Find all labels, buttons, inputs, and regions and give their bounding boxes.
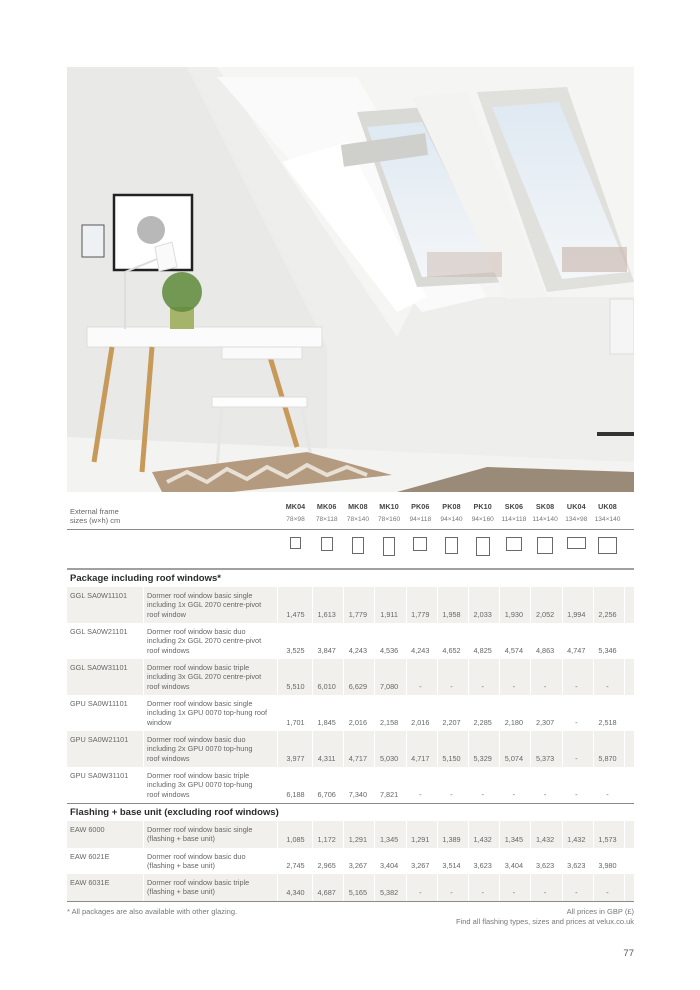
description-line: including 3x GGL 2070 centre-pivot [147, 672, 262, 682]
price-cell-pk06: 4,243 [411, 646, 430, 655]
price-cell-mk10: 4,536 [379, 646, 399, 655]
price-cell-mk06: 1,845 [317, 718, 336, 727]
price-cell-mk08: 4,243 [348, 646, 368, 655]
price-cell-uk04: 4,747 [567, 646, 586, 655]
price-cell-mk08: 6,629 [348, 682, 368, 691]
product-description [147, 627, 279, 655]
cell-divider [624, 821, 625, 848]
size-code-mk04: MK04 [285, 502, 306, 511]
frame-size-uk08: 134×140 [594, 516, 621, 523]
window-shape-icon [290, 537, 302, 549]
price-cell-pk06: 3,267 [411, 861, 430, 870]
price-cell-pk06: 1,291 [411, 834, 430, 844]
price-cell-pk08: 1,389 [442, 834, 461, 844]
cell-divider [624, 874, 625, 901]
window-shape-icon [352, 537, 364, 554]
description-line: including 2x GGL 2070 centre-pivot [147, 636, 262, 646]
frame-size-pk10: 94×160 [471, 516, 494, 523]
price-cell-mk04: 3,977 [286, 754, 305, 763]
frame-size-mk08: 78×140 [346, 516, 369, 523]
price-cell-mk08: 5,165 [348, 887, 368, 897]
description-line: Dormer roof window basic duo [147, 735, 246, 744]
price-cell-uk04: - [575, 790, 578, 799]
price-cell-sk08: 4,863 [535, 646, 555, 655]
cell-divider [624, 587, 625, 623]
attic-room-illustration [67, 67, 634, 492]
description-line: roof windows [147, 789, 190, 799]
window-shape-icon [506, 537, 522, 551]
size-code-pk10: PK10 [473, 502, 492, 511]
product-description [147, 699, 279, 727]
price-cell-mk10: 7,080 [379, 682, 399, 691]
product-code: GGL SA0W11101 [70, 591, 128, 600]
price-cell-uk04: - [575, 754, 578, 763]
price-cell-pk08: - [450, 790, 453, 799]
price-cell-mk08: 4,717 [348, 754, 368, 763]
description-line: Dormer roof window basic triple [147, 663, 250, 672]
cell-divider [143, 587, 144, 623]
price-cell-mk10: 2,158 [379, 718, 399, 727]
price-cell-pk10: 1,432 [473, 834, 492, 844]
cell-divider [143, 821, 144, 848]
window-shape-icon [537, 537, 553, 554]
frame-size-label [70, 507, 190, 525]
price-cell-sk08: 2,307 [535, 718, 555, 727]
table-row [67, 623, 634, 659]
price-cell-mk10: 5,382 [379, 887, 399, 897]
price-cell-pk08: 5,150 [442, 754, 461, 763]
price-cell-sk06: - [512, 790, 516, 799]
size-code-sk06: SK06 [504, 502, 524, 511]
description-line: (flashing + base unit) [147, 860, 215, 870]
description-line: including 2x GPU 0070 top-hung [147, 744, 253, 754]
description-line: Dormer roof window basic single [147, 825, 253, 834]
frame-size-pk08: 94×140 [440, 516, 463, 523]
price-cell-mk04: 2,745 [286, 861, 305, 870]
price-cell-pk08: 1,958 [442, 610, 461, 619]
table-row [67, 659, 634, 695]
price-cell-sk08: 2,052 [535, 610, 555, 619]
hero-photo [67, 67, 634, 492]
description-line: (flashing + base unit) [147, 887, 215, 897]
price-cell-sk06: - [512, 887, 516, 897]
product-code: GPU SA0W21101 [70, 735, 129, 744]
currency-note: All prices in GBP (£) [566, 907, 634, 916]
description-line: Dormer roof window basic single [147, 591, 253, 600]
price-cell-mk06: 3,847 [317, 646, 336, 655]
price-cell-mk10: 1,345 [379, 834, 399, 844]
section-title: Flashing + base unit (excluding roof windows) [70, 807, 279, 818]
window-shape-icon [567, 537, 586, 549]
size-code-uk04: UK04 [566, 502, 586, 511]
price-cell-mk06: 2,965 [317, 861, 336, 870]
cell-divider [624, 731, 625, 767]
price-cell-pk10: - [481, 682, 484, 691]
price-cell-mk08: 1,291 [348, 834, 368, 844]
frame-size-uk04: 134×98 [565, 516, 588, 523]
description-line: window [147, 717, 172, 727]
description-line: including 1x GGL 2070 centre-pivot [147, 600, 262, 610]
product-code: GPU SA0W31101 [70, 771, 129, 780]
product-description [147, 663, 279, 691]
description-line: including 3x GPU 0070 top-hung [147, 780, 253, 790]
frame-size-pk06: 94×118 [409, 516, 432, 523]
price-cell-mk04: 4,340 [286, 887, 305, 897]
price-cell-pk06: 1,779 [411, 610, 430, 619]
price-cell-mk08: 7,340 [348, 790, 368, 799]
size-code-mk10: MK10 [379, 502, 399, 511]
table-section [67, 570, 634, 804]
size-code-pk08: PK08 [442, 502, 461, 511]
table-row [67, 848, 634, 875]
product-description [147, 878, 279, 897]
size-code-pk06: PK06 [411, 502, 430, 511]
description-line: Dormer roof window basic single [147, 699, 253, 708]
price-cell-mk04: 1,475 [286, 610, 305, 619]
price-cell-pk08: - [450, 887, 453, 897]
frame-size-sk08: 114×140 [532, 516, 558, 523]
product-code: EAW 6021E [70, 851, 110, 861]
price-cell-mk10: 5,030 [379, 754, 399, 763]
price-cell-uk08: 2,518 [598, 718, 617, 727]
window-shape-icon [598, 537, 617, 554]
product-description [147, 771, 279, 799]
size-code-mk08: MK08 [348, 502, 368, 511]
window-shape-icon [445, 537, 459, 554]
price-cell-mk06: 1,172 [317, 834, 336, 844]
window-shape-icon [476, 537, 490, 556]
price-cell-pk08: - [450, 682, 453, 691]
price-cell-uk04: 1,994 [567, 610, 586, 619]
price-cell-mk06: 1,613 [317, 610, 336, 619]
price-cell-uk08: 2,256 [598, 610, 617, 619]
price-table [67, 496, 634, 902]
price-cell-sk06: - [512, 682, 516, 691]
page-number: 77 [623, 948, 634, 959]
price-cell-pk10: 2,285 [473, 718, 492, 727]
cell-divider [143, 874, 144, 901]
table-row [67, 767, 634, 803]
price-cell-mk04: 6,188 [286, 790, 305, 799]
price-cell-pk06: - [419, 790, 422, 799]
size-code-uk08: UK08 [598, 502, 617, 511]
price-cell-sk08: 3,623 [535, 861, 555, 870]
cell-divider [143, 659, 144, 695]
price-cell-sk08: 5,373 [535, 754, 555, 763]
price-cell-sk08: - [543, 887, 547, 897]
price-cell-mk06: 4,311 [317, 754, 336, 763]
price-cell-sk06: 3,404 [504, 861, 524, 870]
frame-size-mk04: 78×98 [286, 516, 305, 523]
window-shape-icon [321, 537, 333, 551]
size-code-mk06: MK06 [316, 502, 337, 511]
frame-size-label-line1: External frame [70, 507, 119, 516]
price-cell-uk04: - [575, 887, 578, 897]
price-cell-pk10: 2,033 [473, 610, 492, 619]
size-header-row [67, 496, 634, 530]
price-cell-pk06: - [419, 682, 422, 691]
description-line: roof windows [147, 753, 190, 763]
price-cell-uk08: 1,573 [598, 834, 617, 844]
window-shape-row [67, 530, 634, 570]
table-section [67, 804, 634, 902]
price-cell-pk06: - [419, 887, 422, 897]
frame-size-mk06: 78×118 [315, 516, 338, 523]
description-line: Dormer roof window basic duo [147, 627, 246, 636]
price-cell-mk08: 1,779 [348, 610, 368, 619]
price-cell-sk08: - [543, 790, 547, 799]
product-code: EAW 6031E [70, 878, 110, 887]
price-cell-mk10: 3,404 [379, 861, 399, 870]
price-cell-mk06: 4,687 [317, 887, 336, 897]
price-cell-mk04: 1,085 [286, 834, 305, 844]
window-shape-icon [413, 537, 427, 551]
price-cell-uk04: 1,432 [567, 834, 586, 844]
description-line: roof windows [147, 681, 190, 691]
window-shape-icon [383, 537, 395, 556]
price-cell-mk10: 7,821 [379, 790, 399, 799]
description-line: Dormer roof window basic duo [147, 851, 246, 861]
price-cell-uk08: - [606, 682, 609, 691]
price-cell-uk08: 3,980 [598, 861, 617, 870]
price-cell-mk04: 1,701 [286, 718, 305, 727]
price-cell-uk04: 3,623 [567, 861, 586, 870]
table-row [67, 821, 634, 848]
price-cell-pk10: 4,825 [473, 646, 492, 655]
table-row [67, 695, 634, 731]
price-cell-mk06: 6,706 [317, 790, 336, 799]
price-cell-pk10: - [481, 790, 484, 799]
price-cell-pk08: 4,652 [442, 646, 461, 655]
product-code: EAW 6000 [70, 825, 105, 834]
product-code: GGL SA0W31101 [70, 663, 128, 672]
price-cell-mk04: 3,525 [286, 646, 305, 655]
price-cell-uk08: - [606, 790, 609, 799]
website-note: Find all flashing types, sizes and prices at velux.co.uk [455, 917, 634, 926]
cell-divider [624, 659, 625, 695]
size-code-sk08: SK08 [535, 502, 555, 511]
price-cell-sk08: 1,432 [535, 834, 555, 844]
price-cell-uk04: - [575, 682, 578, 691]
price-cell-mk04: 5,510 [286, 682, 305, 691]
table-row [67, 587, 634, 623]
price-cell-uk08: - [606, 887, 609, 897]
price-cell-sk06: 4,574 [504, 646, 524, 655]
price-cell-pk10: - [481, 887, 484, 897]
frame-size-sk06: 114×118 [501, 516, 527, 523]
product-description [147, 735, 279, 763]
price-cell-mk08: 2,016 [348, 718, 368, 727]
product-description [147, 852, 279, 871]
price-cell-sk06: 1,345 [504, 834, 524, 844]
price-cell-mk06: 6,010 [317, 682, 336, 691]
description-line: Dormer roof window basic triple [147, 878, 250, 887]
price-cell-pk08: 3,514 [442, 861, 461, 870]
frame-size-label-line2: sizes (w×h) cm [70, 516, 121, 525]
price-cell-sk06: 5,074 [504, 754, 524, 763]
product-code: GPU SA0W11101 [70, 699, 128, 708]
description-line: roof windows [147, 645, 190, 655]
price-cell-pk10: 5,329 [473, 754, 492, 763]
price-cell-sk06: 1,930 [504, 610, 524, 619]
product-description [147, 825, 279, 844]
footnote: * All packages are also available with other glazing. [67, 907, 238, 916]
frame-size-mk10: 78×160 [378, 516, 401, 523]
price-cell-uk08: 5,870 [598, 754, 617, 763]
price-cell-pk06: 4,717 [411, 754, 430, 763]
price-cell-pk10: 3,623 [473, 861, 492, 870]
section-title: Package including roof windows* [70, 573, 221, 584]
product-description [147, 591, 279, 619]
price-cell-mk08: 3,267 [348, 861, 368, 870]
price-cell-mk10: 1,911 [380, 610, 398, 619]
price-cell-sk08: - [543, 682, 547, 691]
product-code: GGL SA0W21101 [70, 627, 128, 636]
price-cell-sk06: 2,180 [504, 718, 524, 727]
description-line: (flashing + base unit) [147, 834, 215, 844]
price-notes [456, 907, 634, 927]
table-row [67, 874, 634, 901]
price-cell-pk08: 2,207 [442, 718, 461, 727]
table-row [67, 731, 634, 767]
description-line: including 1x GPU 0070 top-hung roof [147, 708, 268, 718]
description-line: roof window [147, 609, 186, 619]
cell-divider [143, 731, 144, 767]
description-line: Dormer roof window basic triple [147, 771, 250, 780]
price-cell-uk04: - [575, 718, 578, 727]
price-cell-pk06: 2,016 [411, 718, 430, 727]
price-cell-uk08: 5,346 [598, 646, 617, 655]
